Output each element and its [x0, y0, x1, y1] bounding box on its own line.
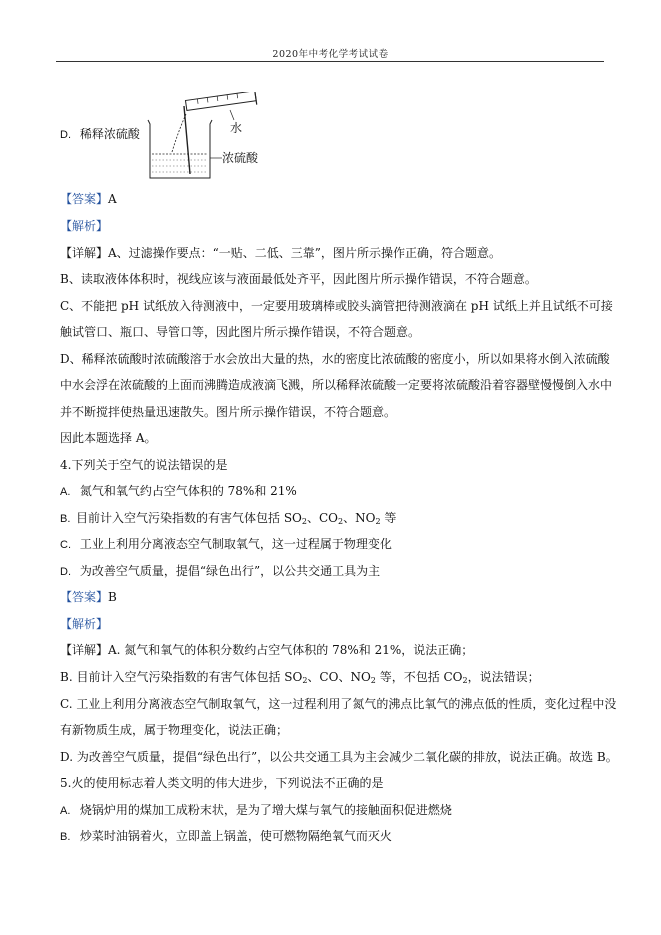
q3-detail-line: 并不断搅拌使热量迅速散失。图片所示操作错误，不符合题意。 — [60, 405, 397, 419]
q3-analysis-tag: 【解析】 — [60, 219, 109, 233]
dilution-figure — [138, 92, 278, 182]
q5-stem: 5.火的使用标志着人类文明的伟大进步，下列说法不正确的是 — [60, 776, 384, 790]
detail-text: B. 目前计入空气污染指数的有害气体包括 SO — [60, 670, 303, 684]
option-text: 炒菜时油锅着火，立即盖上锅盖，使可燃物隔绝氧气而灭火 — [79, 829, 392, 843]
option-text: 等 — [380, 511, 397, 525]
q4-option-d — [60, 563, 380, 580]
q4-option-a — [60, 483, 297, 500]
option-text: 目前计入空气污染指数的有害气体包括 SO — [76, 511, 302, 525]
q3-conclusion: 因此本题选择 A。 — [60, 431, 157, 445]
option-letter: D. — [60, 129, 71, 141]
option-text: 为改善空气质量，提倡“绿色出行”，以公共交通工具为主 — [79, 564, 381, 578]
subscript: 2 — [370, 676, 376, 685]
graduated-cylinder — [185, 92, 257, 114]
q4-option-c — [60, 536, 392, 553]
subscript: 2 — [301, 517, 307, 526]
page-header: 2020年中考化学考试试卷 — [272, 49, 389, 60]
option-letter: B. — [60, 831, 71, 843]
q4-detail-b — [60, 669, 540, 689]
detail-text: ，说法错误； — [467, 670, 540, 684]
answer-value: B — [108, 590, 117, 604]
water-label: 水 — [230, 121, 243, 135]
q4-analysis-tag: 【解析】 — [60, 617, 109, 631]
acid-label: 浓硫酸 — [222, 151, 259, 165]
water-pointer — [230, 110, 234, 120]
q3-detail-line: D、稀释浓硫酸时浓硫酸溶于水会放出大量的热，水的密度比浓硫酸的密度小，所以如果将水倒入浓硫酸 — [60, 352, 610, 366]
detail-text: 、CO、NO — [307, 670, 371, 684]
q4-stem: 4.下列关于空气的说法错误的是 — [60, 458, 228, 472]
subscript: 2 — [462, 676, 468, 685]
subscript: 2 — [302, 676, 308, 685]
subscript: 2 — [375, 517, 381, 526]
answer-tag: 【答案】 — [60, 590, 109, 604]
q5-option-a — [60, 802, 452, 819]
q4-answer-line — [60, 589, 117, 605]
q3-detail-line: C、不能把 pH 试纸放入待测液中，一定要用玻璃棒或胶头滴管把待测液滴在 pH 试纸上并且试纸不可接 — [60, 299, 613, 313]
q4-detail-a: 【详解】A. 氮气和氧气的体积分数约占空气体积的 78%和 21%，说法正确； — [60, 643, 474, 657]
option-letter: B. — [60, 513, 71, 525]
q4-option-b — [60, 510, 396, 530]
glass-rod — [184, 106, 190, 174]
q3-detail-line: 【详解】A、过滤操作要点：“一贴、二低、三靠”，图片所示操作正确，符合题意。 — [60, 246, 501, 260]
q4-detail-d: D. 为改善空气质量，提倡“绿色出行”，以公共交通工具为主会减少二氧化碳的排放，说法正确。故选 B。 — [60, 750, 618, 764]
option-text: 、NO — [343, 511, 376, 525]
q3-detail-line: B、读取液体体积时，视线应该与液面最低处齐平，因此图片所示操作错误，不符合题意。 — [60, 272, 537, 286]
beaker-outline — [148, 120, 212, 178]
option-d-caption-line — [60, 126, 140, 143]
option-text: 烧锅炉用的煤加工成粉末状，是为了增大煤与氧气的接触面积促进燃烧 — [79, 803, 452, 817]
option-letter: A. — [60, 805, 71, 817]
option-text: 、CO — [306, 511, 338, 525]
option-text: 氮气和氧气约占空气体积的 78%和 21% — [79, 484, 297, 498]
q5-option-b — [60, 828, 392, 845]
q3-detail-line: 中水会浮在浓硫酸的上面而沸腾造成液滴飞溅，所以稀释浓硫酸一定要将浓硫酸沿着容器壁慢慢倒入水中 — [60, 378, 613, 392]
option-letter: A. — [60, 486, 71, 498]
subscript: 2 — [338, 517, 344, 526]
q4-detail-c-cont: 有新物质生成，属于物理变化，说法正确； — [60, 723, 289, 737]
option-d-caption: 稀释浓硫酸 — [79, 127, 140, 141]
option-letter: D. — [60, 566, 71, 578]
q3-detail-line: 触试管口、瓶口、导管口等，因此图片所示操作错误，不符合题意。 — [60, 325, 421, 339]
header-rule — [56, 61, 604, 62]
answer-value: A — [108, 192, 117, 206]
answer-tag: 【答案】 — [60, 192, 109, 206]
q4-detail-c: C. 工业上利用分离液态空气制取氧气，这一过程利用了氮气的沸点比氧气的沸点低的性质，变化过程中没 — [60, 697, 617, 711]
option-letter: C. — [60, 539, 71, 551]
option-text: 工业上利用分离液态空气制取氧气，这一过程属于物理变化 — [79, 537, 392, 551]
q3-answer-line — [60, 191, 117, 207]
pouring-stream — [172, 114, 186, 152]
detail-text: 等，不包括 CO — [375, 670, 463, 684]
